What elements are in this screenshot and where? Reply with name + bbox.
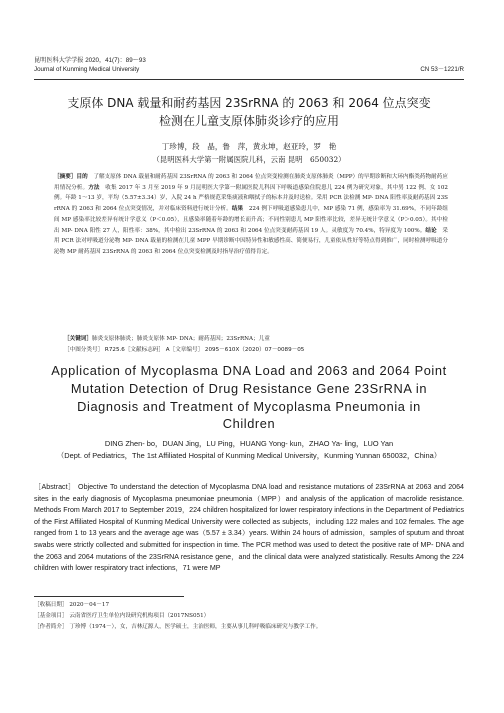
- en-results-text: Among the 224 children with lower respiratory tract infections，71 were MP: [34, 552, 464, 573]
- en-objective-label: Objective: [78, 483, 108, 491]
- en-methods-label: Methods: [34, 506, 62, 515]
- chinese-title: [34, 94, 464, 130]
- english-title-line-3: Diagnosis and Treatment of Mycoplasma Pneumonia in: [77, 398, 421, 414]
- keywords-text: 肺炎支原体肺炎；肺炎支原体 MP- DNA；耐药基因；23SrRNA；儿童: [91, 336, 270, 342]
- footnote-divider: [34, 596, 184, 597]
- chinese-authors: 丁珍博，段 晶，鲁 萍，黄永坤，赵亚玲，罗 艳: [161, 142, 337, 151]
- english-title-line-1: Application of Mycoplasma DNA Load and 2063 and 2064 Point: [51, 363, 447, 378]
- journal-name-en: Journal of Kunming Medical University: [34, 66, 140, 73]
- results-text: 224 例下呼吸道感染患儿中，MP 感染 71 例，感染率为 31.69%，不同年龄组间 MP 感染率比较差异有统计学意义（P＜0.05），且感染率随着年龄的增长而升高；不同性别患儿 MP 阳性率比较，差异无统计学意义（P＞0.05）。其中检出 MP- DNA 阳性 27 人，阳性率：38%，其中检出 23SrRNA 的 2063 和 2064 位点突变耐药基因 19 人。灵敏度为 70.4%，特异度为 100%。: [54, 206, 448, 234]
- results-label: 结果: [231, 206, 244, 213]
- en-results-label: Results: [390, 552, 414, 561]
- chinese-affiliation: （昆明医科大学第一附属医院儿科，云南 昆明 650032）: [152, 155, 346, 164]
- english-affiliation: （Dept. of Pediatrics，The 1st Affiliated Hospital of Kunming Medical University，Kunming Yunnan 650032，China）: [56, 451, 442, 460]
- en-methods-text: From March 2017 to September 2019，224 children hospitalized for lower respiratory infections in the Department of Pediatrics of the First Affiliated Hospital of Kunming Medical University were collected as subjects，including 122 males and 102 females. The age ranged from 1 to 13 years and the average age was（5.57 ± 3.34）years. Within 24 hours of admission，samples of sputum and throat swabs were strictly collected and submitted for inspection in time. The PCR method was used to detect the positive rate of MP- DNA and the 2063 and 2064 mutations of the 23SrRNA resistance gene，and the clinical data were analyzed statistically.: [34, 506, 464, 561]
- footnote-author: ［作者简介］ 丁珍博（1974－），女，吉林辽源人，医学硕士，主治医师，主要从事儿科呼吸临床研究与教学工作。: [34, 624, 322, 630]
- conclusion-label: 结论: [425, 227, 437, 234]
- english-abstract: [34, 482, 464, 575]
- en-abstract-label: ［Abstract］: [34, 483, 76, 491]
- abstract-label: ［摘要］: [54, 174, 77, 180]
- objective-label: 目的: [76, 174, 88, 180]
- english-title-line-2: Mutation Detection of Drug Resistance Gene 23SrRNA in: [70, 380, 428, 396]
- header-divider: [34, 79, 464, 80]
- english-authors: DING Zhen- bo，DUAN Jing，LU Ping，HUANG Yong- kun，ZHAO Ya- ling，LUO Yan: [104, 439, 394, 448]
- objective-text: 了解支原体 DNA 载量和耐药基因 23SrRNA 的 2063 和 2064 位点突变检测在肺炎支原体肺炎（MPP）的早期诊断和大环内酯类药物耐药应用情况分析。: [54, 174, 448, 191]
- footnote-received: ［收稿日期］ 2020－04－17: [34, 602, 109, 608]
- running-header: [34, 56, 146, 74]
- keywords-label: ［关键词］: [64, 336, 92, 342]
- english-title: [34, 362, 464, 433]
- english-title-line-4: Children: [222, 416, 276, 432]
- classification-line: ［中图分类号］ R725.6［文献标志码］ A［文章编号］ 2095－610X（2020）07－0089－05: [64, 347, 305, 353]
- methods-label: 方法: [88, 184, 100, 191]
- footnote-fund: ［基金项目］ 云南省医疗卫生单位内设研究机构项目（2017NS051）: [34, 613, 210, 619]
- chinese-keywords: [64, 334, 448, 345]
- journal-citation-cn: 昆明医科大学学报 2020，41(7)：89～93: [34, 57, 146, 64]
- en-objective-text: To understand the detection of Mycoplasma DNA load and resistance mutations of 23SrRNA at 2063 and 2064 sites in the early diagnosis of Mycoplasma pneumoniae pneumonia（MPP）and analysis of the application of macrolide resistance.: [34, 483, 464, 503]
- chinese-abstract: [54, 172, 448, 258]
- methods-text: 收集 2017 年 3 月至 2019 年 9 月昆明医大学第一附属医院儿科因下呼吸道感染住院患儿 224 例为研究对象，其中男 122 例、女 102 例。年龄 1～13 岁，平均（5.57±3.34）岁，入院 24 h 严格规范采集痰液和咽拭子的标本并及时送检。采用 PCR 法检测 MP- DNA 阳性率及耐药基因 23SrRNA 的 2063 和 2064 位点突变情况，并对临床资料进行统计分析。: [54, 184, 448, 213]
- conclusion-text: 采用 PCR 法对呼吸道分泌物 MP- DNA 载量的检测在儿童 MPP 早期诊断中因特异性和敏感性高、简便易行，儿童依从性好等特点得到推广，同时检测呼吸道分泌物 MP 耐药基因 23SrRNA 的 2063 和 2064 位点突变检测及时指导治疗值得肯定。: [54, 227, 448, 255]
- chinese-title-line-1: 支原体 DNA 载量和耐药基因 23SrRNA 的 2063 和 2064 位点突变: [67, 96, 431, 110]
- cn-serial-number: CN 53－1221/R: [420, 66, 464, 73]
- chinese-title-line-2: 检测在儿童支原体肺炎诊疗的应用: [158, 114, 339, 128]
